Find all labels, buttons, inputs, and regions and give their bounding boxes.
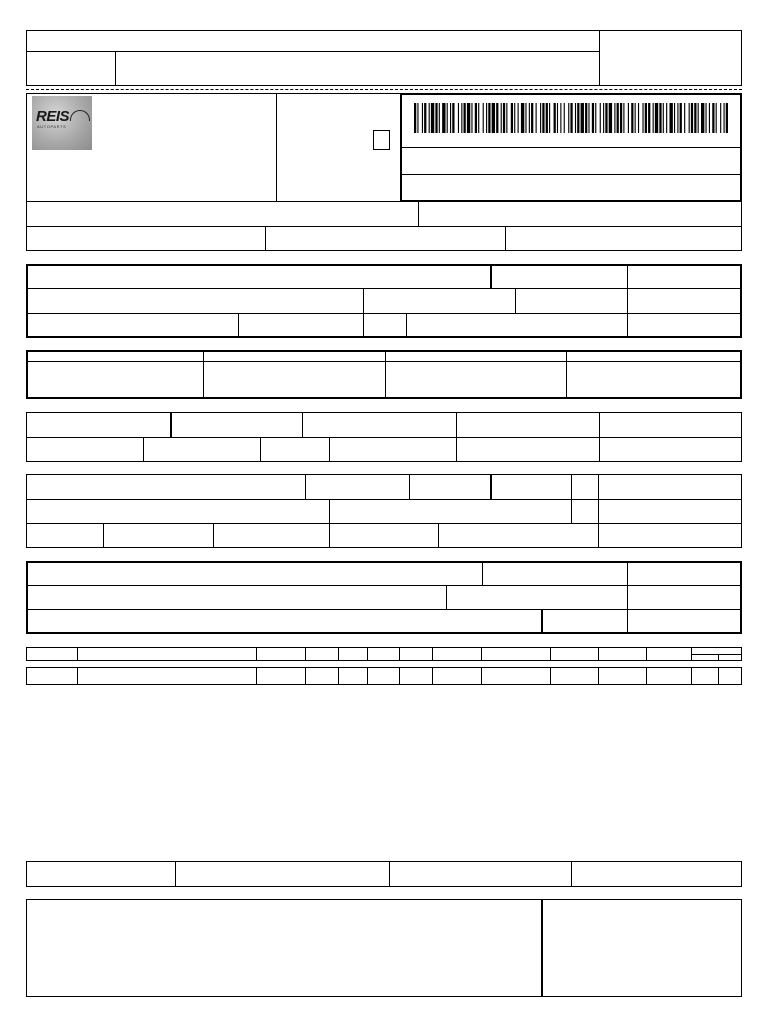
barcode-bar — [570, 103, 572, 133]
barcode-bar — [705, 103, 706, 133]
barcode-bar — [628, 103, 629, 133]
barcode-bar — [417, 103, 418, 133]
barcode-bar — [475, 103, 477, 133]
barcode-bar — [684, 103, 685, 133]
barcode-bar — [592, 103, 594, 133]
barcode-bar — [614, 103, 615, 133]
tax-col-7 — [329, 437, 330, 462]
barcode-bar — [603, 103, 604, 133]
barcode-bar — [677, 103, 678, 133]
products-header-col-8 — [481, 647, 482, 661]
state-registration-divider-1 — [265, 226, 266, 251]
barcode-bar — [653, 103, 654, 133]
footer-row-col-1 — [175, 861, 176, 887]
recipient-row-line-2 — [26, 313, 742, 314]
additional-data-divider — [541, 899, 543, 997]
products-header — [26, 647, 742, 661]
barcode-bar — [666, 103, 667, 133]
state-registration-row — [26, 226, 742, 251]
barcode-bar — [518, 103, 519, 133]
operation-nature-row — [26, 201, 742, 227]
state-registration-divider-2 — [505, 226, 506, 251]
barcode-bar — [680, 103, 682, 133]
cut-line — [26, 89, 742, 90]
barcode-bar — [655, 103, 658, 133]
barcode-bar — [635, 103, 636, 133]
barcode-bar — [458, 103, 459, 133]
products-row-col-13 — [718, 667, 719, 685]
barcode-bar — [642, 103, 643, 133]
tax-col-6 — [260, 437, 261, 462]
products-header-col-3 — [305, 647, 306, 661]
barcode-bar — [560, 103, 561, 133]
barcode-bar — [467, 103, 470, 133]
barcode-bar — [605, 103, 607, 133]
barcode-bar — [503, 103, 505, 133]
barcode-bar — [525, 103, 526, 133]
barcode-bar — [478, 103, 479, 133]
products-row-col-4 — [338, 667, 339, 685]
products-row-col-8 — [481, 667, 482, 685]
transport-col-5 — [598, 474, 599, 548]
entry-exit-box — [373, 130, 390, 150]
logo-arc-icon — [70, 110, 90, 121]
tax-col-1 — [170, 412, 172, 437]
products-row-col-2 — [256, 667, 257, 685]
transport-col-8 — [213, 523, 214, 548]
barcode-bar — [709, 103, 710, 133]
barcode-bar — [648, 103, 650, 133]
barcode-bar — [595, 103, 596, 133]
products-header-col-1 — [77, 647, 78, 661]
barcode-bar — [496, 103, 498, 133]
products-header-split — [691, 654, 742, 655]
barcode-bar — [486, 103, 487, 133]
service-col-3 — [446, 585, 447, 610]
barcode-bar — [536, 103, 537, 133]
operation-nature-divider — [418, 201, 419, 227]
company-logo — [32, 96, 92, 150]
products-row — [26, 667, 742, 685]
service-col-1 — [482, 561, 483, 586]
barcode-bar — [557, 103, 558, 133]
barcode-bar — [724, 103, 725, 133]
products-header-col-11 — [646, 647, 647, 661]
products-header-col-13 — [718, 654, 719, 661]
products-row-col-11 — [646, 667, 647, 685]
barcode-bar — [689, 103, 690, 133]
barcode-bar — [447, 103, 448, 133]
recipient-col-3 — [363, 288, 364, 338]
logo-text: REIS — [36, 108, 70, 125]
barcode-bar — [585, 103, 587, 133]
barcode-bar — [483, 103, 484, 133]
transport-col-4 — [571, 474, 572, 523]
barcode-bar — [529, 103, 530, 133]
transport-box — [26, 474, 742, 548]
barcode-bar — [488, 103, 490, 133]
service-col-2 — [627, 561, 628, 634]
barcode-bar — [669, 103, 672, 133]
logo-subtitle: AUTOPARTS — [37, 124, 67, 129]
recipient-col-1 — [490, 264, 492, 289]
barcode-bar — [600, 103, 601, 133]
transport-col-3 — [490, 474, 492, 499]
receipt-header-divider — [599, 30, 600, 86]
invoice-box — [26, 350, 742, 399]
transport-col-2 — [409, 474, 410, 499]
service-row-line-2 — [26, 609, 742, 610]
barcode-bar — [435, 103, 437, 133]
service-col-4 — [541, 609, 543, 634]
barcode-bar — [663, 103, 664, 133]
additional-data-box — [26, 899, 742, 997]
barcode-bar — [726, 103, 728, 133]
products-header-col-6 — [399, 647, 400, 661]
products-row-col-5 — [367, 667, 368, 685]
products-row-col-12 — [691, 667, 692, 685]
barcode-bar — [546, 103, 548, 133]
barcode — [414, 103, 728, 133]
products-row-col-9 — [550, 667, 551, 685]
barcode-bar — [659, 103, 661, 133]
barcode-bar — [564, 103, 565, 133]
invoice-col-3 — [566, 350, 567, 399]
barcode-bar — [716, 103, 717, 133]
barcode-bar — [623, 103, 624, 133]
barcode-bar — [429, 103, 430, 133]
products-header-col-5 — [367, 647, 368, 661]
barcode-bar — [501, 103, 502, 133]
barcode-bar — [554, 103, 556, 133]
barcode-bar — [431, 103, 434, 133]
barcode-bar — [577, 103, 579, 133]
barcode-bar — [549, 103, 550, 133]
barcode-bar — [531, 103, 533, 133]
barcode-bar — [452, 103, 454, 133]
service-row-line-1 — [26, 585, 742, 586]
barcode-bar — [638, 103, 639, 133]
transport-row-line-2 — [26, 523, 742, 524]
products-row-col-1 — [77, 667, 78, 685]
tax-row-line — [26, 437, 742, 438]
receipt-header-row-line — [26, 51, 600, 52]
tax-col-4 — [599, 412, 600, 462]
recipient-col-5 — [238, 313, 239, 338]
barcode-bar — [581, 103, 584, 133]
barcode-bar — [521, 103, 524, 133]
barcode-bar — [442, 103, 445, 133]
recipient-col-6 — [406, 313, 407, 338]
barcode-bar — [542, 103, 544, 133]
tax-col-3 — [456, 412, 457, 462]
barcode-bar — [540, 103, 541, 133]
transport-col-6 — [329, 499, 330, 548]
service-box — [26, 561, 742, 634]
recipient-col-4 — [515, 288, 516, 313]
access-key-line-1 — [400, 147, 742, 148]
transport-col-9 — [438, 523, 439, 548]
receipt-header-col-line — [115, 51, 116, 86]
barcode-bar — [691, 103, 693, 133]
receipt-header-box — [26, 30, 742, 86]
barcode-bar — [464, 103, 466, 133]
barcode-bar — [701, 103, 704, 133]
barcode-bar — [631, 103, 633, 133]
products-row-col-10 — [598, 667, 599, 685]
barcode-bar — [645, 103, 647, 133]
barcode-bar — [720, 103, 721, 133]
footer-row-col-3 — [571, 861, 572, 887]
recipient-row-line-1 — [26, 288, 742, 289]
products-header-col-10 — [598, 647, 599, 661]
transport-col-7 — [103, 523, 104, 548]
barcode-bar — [588, 103, 589, 133]
invoice-row-line — [26, 361, 742, 362]
barcode-bar — [674, 103, 675, 133]
barcode-bar — [617, 103, 619, 133]
tax-col-5 — [143, 437, 144, 462]
barcode-bar — [471, 103, 472, 133]
products-header-col-2 — [256, 647, 257, 661]
barcode-bar — [568, 103, 569, 133]
barcode-bar — [694, 103, 696, 133]
products-header-col-7 — [432, 647, 433, 661]
products-row-col-3 — [305, 667, 306, 685]
barcode-bar — [712, 103, 714, 133]
barcode-bar — [424, 103, 426, 133]
barcode-bar — [414, 103, 416, 133]
recipient-box — [26, 264, 742, 338]
barcode-bar — [514, 103, 515, 133]
products-row-col-7 — [432, 667, 433, 685]
barcode-bar — [575, 103, 576, 133]
barcode-bar — [492, 103, 495, 133]
products-row-col-6 — [399, 667, 400, 685]
barcode-bar — [461, 103, 462, 133]
transport-col-1 — [305, 474, 306, 499]
transport-row-line-1 — [26, 499, 742, 500]
barcode-bar — [422, 103, 423, 133]
barcode-bar — [620, 103, 622, 133]
barcode-bar — [450, 103, 451, 133]
products-header-col-9 — [550, 647, 551, 661]
barcode-bar — [506, 103, 507, 133]
access-key-line-2 — [400, 174, 742, 175]
barcode-bar — [439, 103, 440, 133]
recipient-col-2 — [627, 264, 628, 338]
barcode-bar — [698, 103, 699, 133]
barcode-bar — [511, 103, 513, 133]
invoice-col-1 — [203, 350, 204, 399]
tax-col-2 — [302, 412, 303, 437]
footer-row — [26, 861, 742, 887]
footer-row-col-2 — [389, 861, 390, 887]
invoice-col-2 — [385, 350, 386, 399]
barcode-bar — [609, 103, 612, 133]
products-header-col-4 — [338, 647, 339, 661]
